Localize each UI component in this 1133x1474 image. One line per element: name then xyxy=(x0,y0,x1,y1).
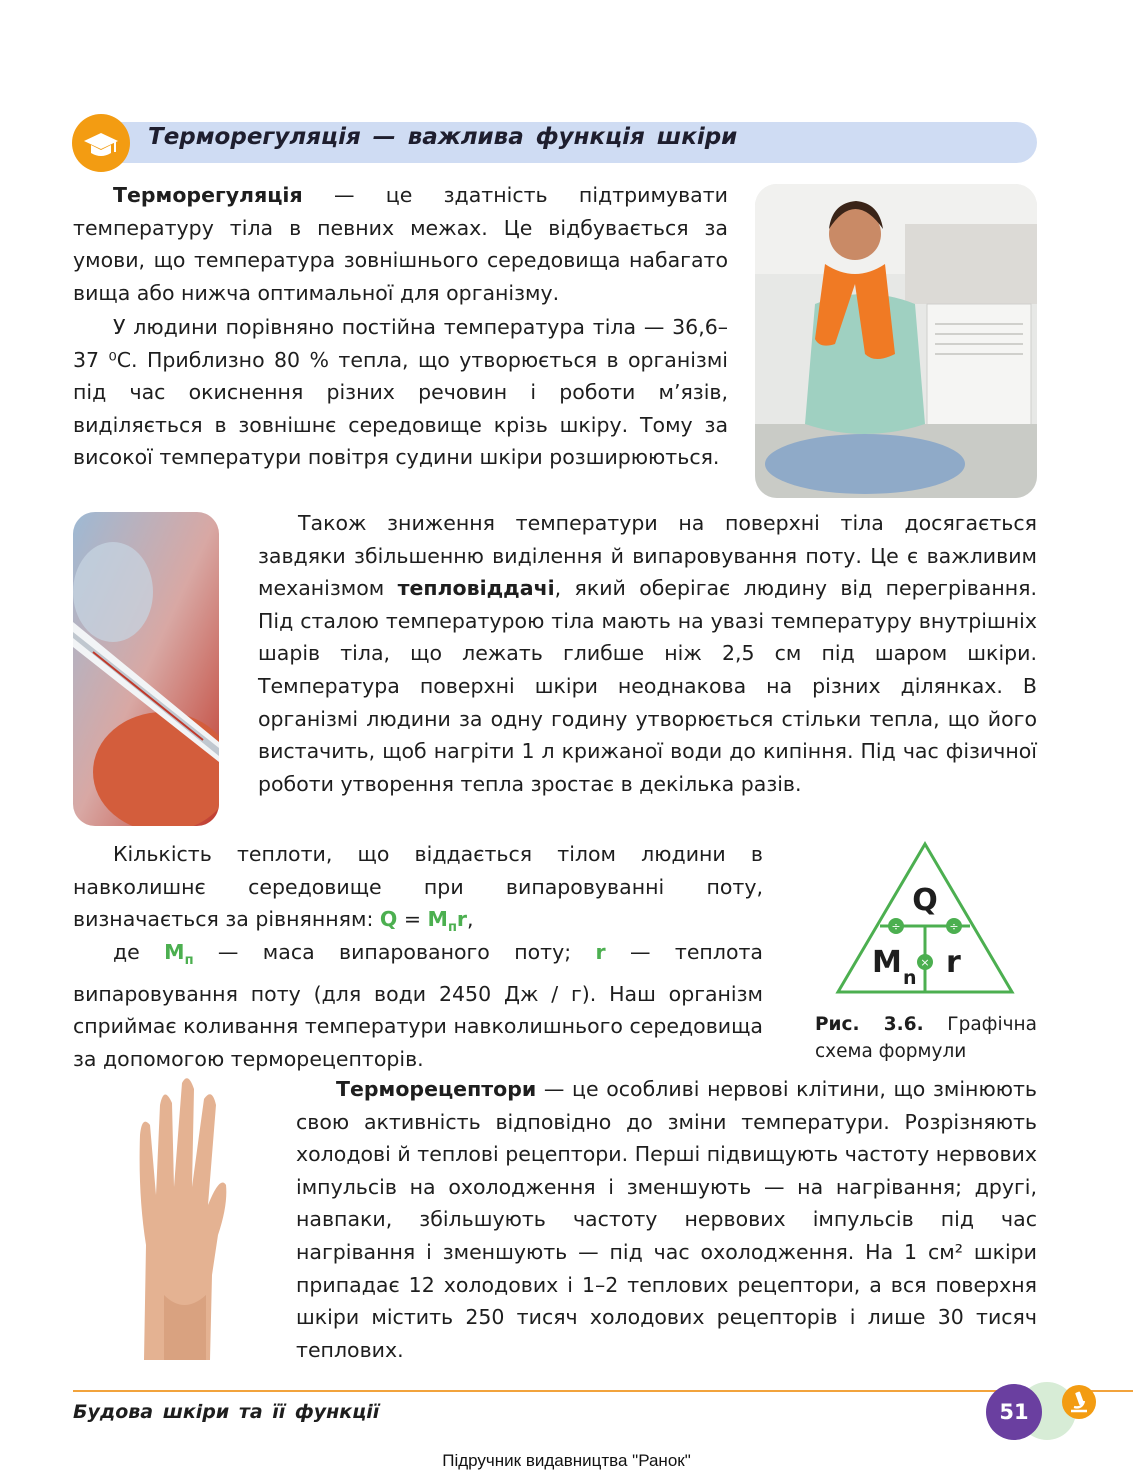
graduation-cap-icon xyxy=(72,114,130,172)
paragraph-definition xyxy=(73,179,728,309)
svg-text:×: × xyxy=(920,956,930,969)
svg-text:÷: ÷ xyxy=(949,920,959,933)
svg-text:÷: ÷ xyxy=(891,920,901,933)
formula-q: Q xyxy=(379,907,398,932)
microscope-icon xyxy=(1062,1385,1096,1419)
triangle-left-subscript: n xyxy=(903,967,917,989)
footer-divider xyxy=(73,1390,1133,1392)
triangle-left-label: M xyxy=(872,945,902,980)
formula-equals: = xyxy=(397,907,428,932)
page-number: 51 xyxy=(986,1384,1042,1440)
formula-end: , xyxy=(467,907,474,932)
paragraph-text: — маса випарованого поту; xyxy=(193,940,596,964)
figure-caption-ref: Рис. 3.6. xyxy=(815,1014,924,1035)
paragraph-text: — це здатність підтримувати температуру тіла в певних межах. Це відбувається за умови, що температура зовнішнього середовища набагато вища або нижча оптимальної для організму. xyxy=(73,183,728,305)
paragraph-variables xyxy=(73,936,763,1075)
paragraph-text: — це особливі нервові клітини, що змінюють свою активність відповідно до зміни температури. Розрізняють холодові й теплові рецептори. Перші підвищують частоту нервових імпульсів на охолодження і зменшують — на нагрівання; другі, навпаки, збільшують частоту нервових імпульсів під час нагрівання і зменшують — під час охолодження. На 1 см² шкіри припадає 12 холодових і 1–2 теплових рецептори, а вся поверхня шкіри містить 250 тисяч холодових рецепторів і лише 30 тисяч теплових. xyxy=(296,1077,1037,1362)
chapter-title: Будова шкіри та її функції xyxy=(73,1401,380,1423)
section-title: Терморегуляція — важлива функція шкіри xyxy=(148,124,738,150)
hand-photo xyxy=(134,1075,230,1360)
term-thermoregulation: Терморегуляція xyxy=(113,183,303,207)
formula-m-subscript: п xyxy=(447,920,457,936)
figure-caption-text: Графічна схема формули xyxy=(815,1014,1037,1062)
figure-caption xyxy=(815,1011,1037,1065)
paragraph-text: , який оберігає людину від перегрівання. Під сталою температурою тіла мають на увазі температуру внутрішніх шарів тіла, що лежать глибше ніж 2,5 см під шаром шкіри. Температура поверхні шкіри неоднакова на різних ділянках. В організмі людини за одну годину утворюється стільки тепла, що його вистачить, щоб нагріти 1 л крижаної води до кипіння. Під час фізичної роботи утворення тепла зростає в декілька разів. xyxy=(258,576,1038,796)
paragraph-text: де xyxy=(113,940,165,964)
paragraph-body-temperature: У людини порівняно постійна температура тіла — 36,6–37 ⁰С. Приблизно 80 % тепла, що утворюється в організмі під час окиснення різних речовин і роботи м’язів, виділяється в зовнішнє середовище крізь шкіру. Тому за високої температури повітря судини шкіри розширюються. xyxy=(73,315,728,470)
formula-triangle-figure xyxy=(834,840,1016,996)
cold-woman-photo xyxy=(755,184,1037,498)
paragraph-heat-loss xyxy=(258,507,1037,800)
term-heat-transfer: тепловіддачі xyxy=(397,576,555,601)
paragraph-formula xyxy=(73,838,763,945)
thermometer-photo xyxy=(73,512,219,826)
term-thermoreceptors: Терморецептори xyxy=(336,1077,537,1101)
paragraph-text: Кількість теплоти, що віддається тілом людини в навколишнє середовище при випаровуванні поту, визначається за рівнянням: xyxy=(73,842,763,932)
triangle-right-label: r xyxy=(946,945,961,980)
paragraph-thermoreceptors xyxy=(296,1073,1037,1366)
formula-m: M xyxy=(427,907,448,932)
triangle-top-label: Q xyxy=(912,883,938,918)
variable-m-subscript: п xyxy=(184,953,194,969)
formula-r: r xyxy=(456,907,468,932)
paragraph-text: Також зниження температури на поверхні тіла досягається завдяки збільшенню виділення й випаровування поту. Це є важливим механізмом xyxy=(258,511,1037,601)
paragraph-text: — теплота випаровування поту (для води 2450 Дж / г). Наш організм сприймає коливання температури навколишнього середовища за допомогою терморецепторів. xyxy=(73,940,763,1071)
variable-m: M xyxy=(164,940,185,964)
publisher-note: Підручник видавництва "Ранок" xyxy=(442,1451,691,1470)
variable-r: r xyxy=(595,940,606,964)
